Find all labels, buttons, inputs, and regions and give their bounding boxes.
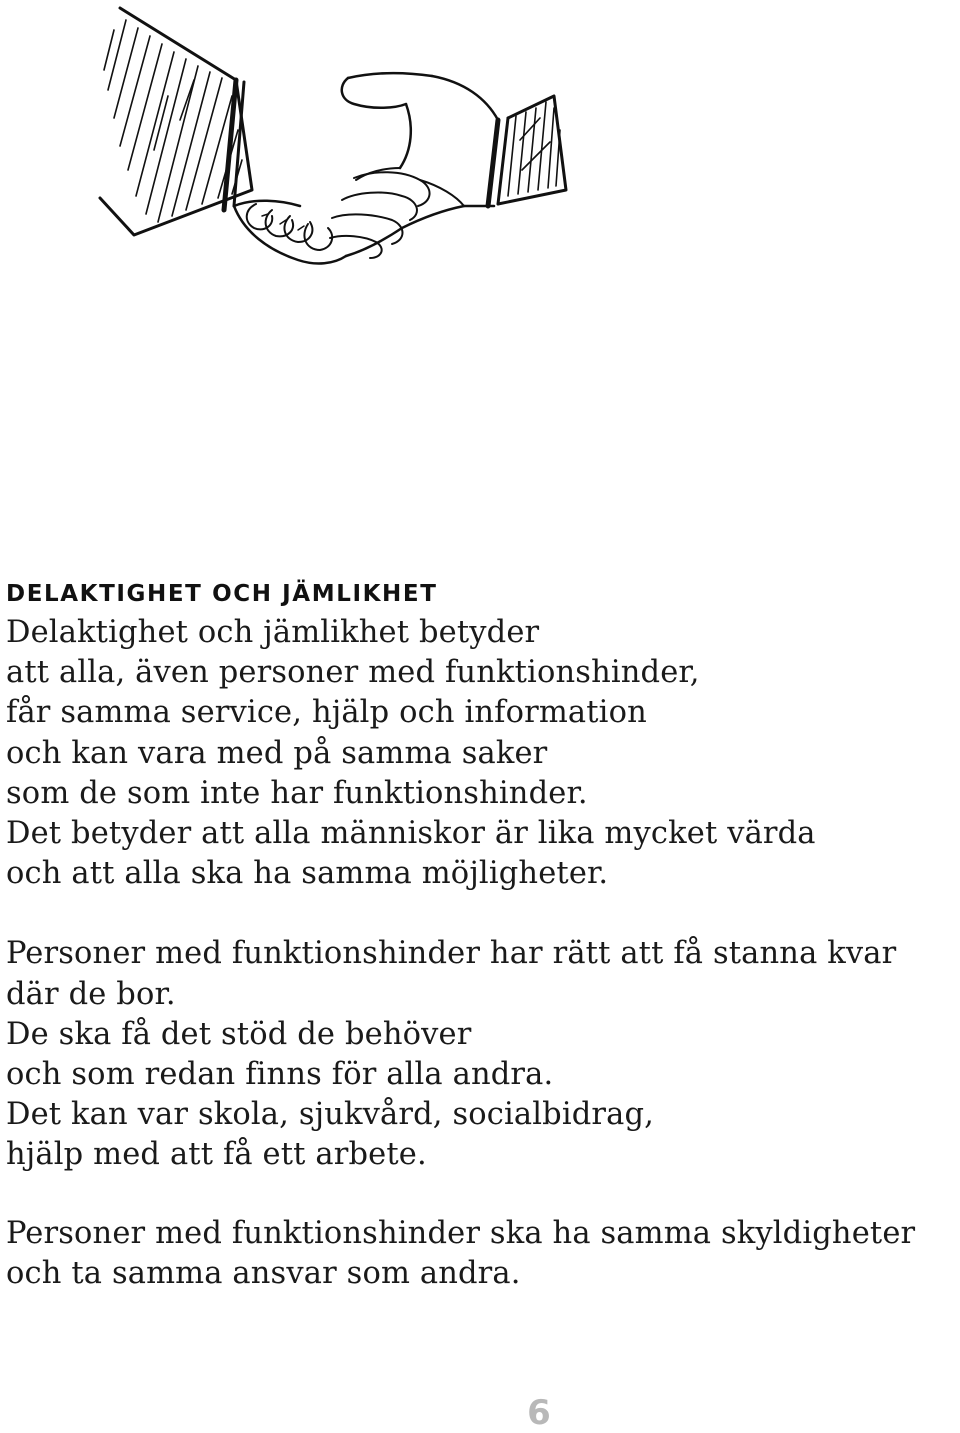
text-line: som de som inte har funktionshinder. <box>6 775 588 811</box>
text-line: Personer med funktionshinder ska ha samma skyldigheter <box>6 1215 916 1251</box>
text-line: Det betyder att alla människor är lika mycket värda <box>6 816 816 852</box>
text-line: och som redan finns för alla andra. <box>6 1057 554 1093</box>
text-line: Personer med funktionshinder har rätt att få stanna kvar <box>6 936 897 972</box>
text-line: och ta samma ansvar som andra. <box>6 1255 521 1291</box>
page-number: 6 <box>527 1393 551 1433</box>
text-line: De ska få det stöd de behöver <box>6 1016 472 1052</box>
text-line: och att alla ska ha samma möjligheter. <box>6 856 609 892</box>
text-line: Delaktighet och jämlikhet betyder <box>6 615 540 650</box>
section-heading: DELAKTIGHET OCH JÄMLIKHET <box>6 581 438 607</box>
paragraph-2 <box>6 934 958 1175</box>
text-line: att alla, även personer med funktionshinder, <box>6 655 700 691</box>
text-line: får samma service, hjälp och information <box>6 695 647 731</box>
paragraph-1 <box>6 613 958 894</box>
text-line: där de bor. <box>6 976 176 1012</box>
text-line: Det kan var skola, sjukvård, socialbidrag, <box>6 1097 654 1133</box>
handshake-illustration <box>84 0 574 275</box>
document-body <box>6 578 958 1294</box>
text-line: hjälp med att få ett arbete. <box>6 1137 427 1173</box>
text-line: och kan vara med på samma saker <box>6 735 548 771</box>
handshake-icon <box>84 0 574 275</box>
paragraph-3 <box>6 1214 958 1294</box>
